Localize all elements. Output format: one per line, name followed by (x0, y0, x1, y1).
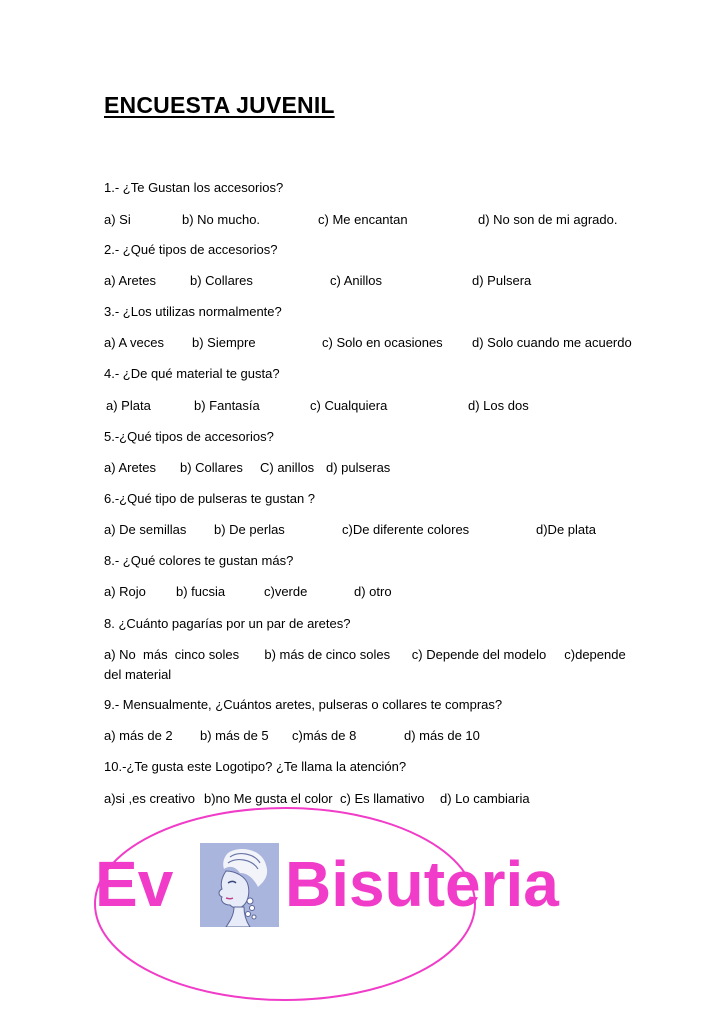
option-b: b) Collares (180, 460, 243, 475)
option-c: c)verde (264, 584, 308, 599)
woman-portrait-icon (200, 843, 279, 927)
option-a: a) Aretes (104, 460, 157, 475)
option-d: d) pulseras (326, 460, 391, 475)
page-title: ENCUESTA JUVENIL (104, 92, 335, 118)
question-2: 2.- ¿Qué tipos de accesorios? (104, 242, 278, 257)
option-b: b) Fantasía (194, 398, 260, 413)
option-c: c)más de 8 (292, 728, 357, 743)
option-d: d) No son de mi agrado. (478, 212, 618, 227)
option-a: a) De semillas (104, 522, 187, 537)
option-b: b) fucsia (176, 584, 226, 599)
question-9: 9.- Mensualmente, ¿Cuántos aretes, pulseras o collares te compras? (104, 697, 503, 712)
option-b: b) Collares (190, 273, 253, 288)
option-a: a) Rojo (104, 584, 146, 599)
option-d: d) Lo cambiaria (440, 791, 530, 806)
question-3: 3.- ¿Los utilizas normalmente? (104, 304, 282, 319)
question-5: 5.-¿Qué tipos de accesorios? (104, 429, 274, 444)
logo-text-left: Ev (95, 848, 174, 920)
logo-text-right: Bisuteria (285, 848, 559, 920)
question-10: 10.-¿Te gusta este Logotipo? ¿Te llama la atención? (104, 759, 407, 774)
option-d: d) Los dos (468, 398, 529, 413)
option-b: b) más de 5 (200, 728, 269, 743)
option-c: c) Solo en ocasiones (322, 335, 443, 350)
option-c: C) anillos (260, 460, 315, 475)
option-c: c) Cualquiera (310, 398, 388, 413)
question-8-options: a) No más cinco soles b) más de cinco soles c) Depende del modelo c)depende del material (104, 647, 630, 682)
question-8: 8. ¿Cuánto pagarías por un par de aretes? (104, 616, 351, 631)
question-4: 4.- ¿De qué material te gusta? (104, 366, 280, 381)
option-d: d) Pulsera (472, 273, 532, 288)
option-a: a)si ,es creativo (104, 791, 196, 806)
option-b: b) Siempre (192, 335, 256, 350)
option-c: c) Anillos (330, 273, 383, 288)
option-a: a) Aretes (104, 273, 157, 288)
option-d: d)De plata (536, 522, 596, 537)
option-b: b) No mucho. (182, 212, 261, 227)
question-7: 8.- ¿Qué colores te gustan más? (104, 553, 294, 568)
option-c: c) Me encantan (318, 212, 408, 227)
option-b: b)no Me gusta el color (204, 791, 333, 806)
option-c: c)De diferente colores (342, 522, 470, 537)
option-d: d) más de 10 (404, 728, 480, 743)
option-a: a) A veces (104, 335, 164, 350)
option-a: a) más de 2 (104, 728, 173, 743)
question-1: 1.- ¿Te Gustan los accesorios? (104, 180, 284, 195)
option-d: d) otro (354, 584, 392, 599)
option-a: a) Plata (106, 398, 151, 413)
option-c: c) Es llamativo (340, 791, 425, 806)
option-b: b) De perlas (214, 522, 285, 537)
option-d: d) Solo cuando me acuerdo (472, 335, 632, 350)
option-a: a) Si (104, 212, 131, 227)
question-6: 6.-¿Qué tipo de pulseras te gustan ? (104, 491, 316, 506)
